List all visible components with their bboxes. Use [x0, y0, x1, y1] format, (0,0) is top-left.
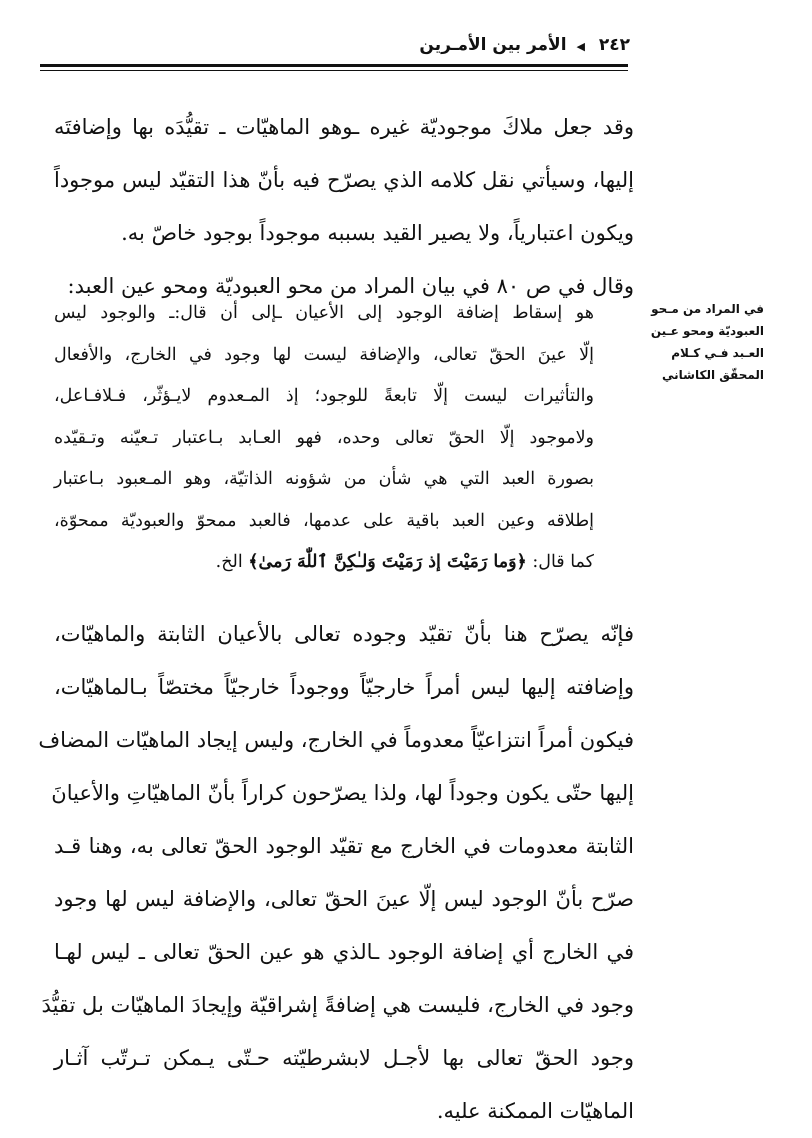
quote-line: بصورة العبد التي هي شأن من شؤونه الذاتيّة، وهو المـعبود بـاعتبار [54, 469, 594, 489]
quote-prefix: كما قال: [526, 552, 594, 572]
text-line: في الخارج أي إضافة الوجود ـالذي هو عين الحقّ تعالى ـ ليس لهـا [54, 940, 634, 964]
margin-note-line: العبوديّة ومحو عـين [650, 324, 764, 338]
text-line: وقد جعل ملاكَ موجوديّة غيره ـوهو الماهيّات ـ تقيُّدَه بها وإضافتَه [54, 115, 634, 139]
paragraph-1 [54, 101, 634, 313]
running-title: الأمر بين الأمـرين [419, 35, 567, 55]
arrow-left-icon: ◀ [576, 40, 585, 53]
quote-line: إلّا عينَ الحقّ تعالى، والإضافة ليست لها وجود في الخارج، والأفعال [54, 344, 594, 365]
header-rule-thin [40, 70, 628, 71]
quote-suffix: الخ. [215, 552, 249, 572]
text-line: الثابتة معدومات في الخارج مع تقيّد الوجود الحقّ تعالى به، وهنا قـد [54, 834, 634, 858]
text-line: إليها، وسيأتي نقل كلامه الذي يصرّح فيه بأنّ هذا التقيّد ليس موجوداً [54, 168, 634, 192]
margin-note [648, 298, 764, 386]
margin-note-line: العـبد فـي كـلام [671, 346, 764, 360]
header-rule-thick [40, 64, 628, 67]
text-line: فيكون أمراً انتزاعيّاً معدوماً في الخارج، وليس إيجاد الماهيّات المضاف [38, 728, 634, 752]
paragraph-2 [38, 608, 634, 1138]
text-line: صرّح بأنّ الوجود ليس إلّا عينَ الحقّ تعالى، والإضافة ليس لها وجود [54, 887, 634, 911]
text-line: وجود الحقّ تعالى بها لأجـل لابشرطيّته حـتّى يـمكن تـرتّب آثـار [54, 1046, 634, 1070]
text-line: فإنّه يصرّح هنا بأنّ تقيّد وجوده تعالى بالأعيان الثابتة والماهيّات، [54, 622, 634, 646]
block-quote [54, 293, 594, 584]
text-line: الماهيّات الممكنة عليه. [436, 1099, 634, 1123]
text-line: وجود في الخارج، فليست هي إضافةً إشراقيّة وإيجادَ الماهيّات بل تقيُّدَ [41, 993, 634, 1017]
quote-intro: وقال في ص ٨٠ في بيان المراد من محو العبوديّة ومحو عين العبد: [67, 274, 634, 298]
text-line: وإضافته إليها ليس أمراً خارجيّاً ووجوداً خارجيّاً مختصّاً بـالماهيّات، [54, 675, 634, 699]
margin-note-line: المحقّق الكاشاني [662, 368, 764, 382]
quote-line: إطلاقه وعين العبد باقية على عدمها، فالعبد ممحوّ والعبوديّة ممحوّة، [54, 510, 595, 531]
running-header [419, 30, 630, 60]
quote-line: ولاموجود إلّا الحقّ تعالى وحده، فهو العـابد بـاعتبار تـعيّنه وتـقيّده [54, 427, 594, 448]
quote-line: هو إسقاط إضافة الوجود إلى الأعيان ـإلى أن قال:ـ والوجود ليس [54, 303, 594, 323]
quote-line: والتأثيرات ليست إلّا تابعةً للوجود؛ إذ المـعدوم لايـؤثّر، فـلافـاعل، [54, 386, 594, 406]
margin-note-line: في المراد من مـحو [651, 302, 764, 316]
quote-line-last [54, 542, 594, 584]
text-line: ويكون اعتبارياً، ولا يصير القيد بسببه موجوداً بوجود خاصّ به. [121, 221, 634, 245]
text-line: إليها حتّى يكون وجوداً لها، ولذا يصرّحون كراراً بأنّ الماهيّاتِ والأعيانَ [51, 781, 634, 805]
page-number: ٢٤٢ [598, 35, 630, 55]
quran-verse: ﴿وَما رَمَيْتَ إذ رَمَيْتَ وَلـٰكِنَّ ٱللّٰهَ رَمىٰ﴾ [248, 552, 527, 572]
